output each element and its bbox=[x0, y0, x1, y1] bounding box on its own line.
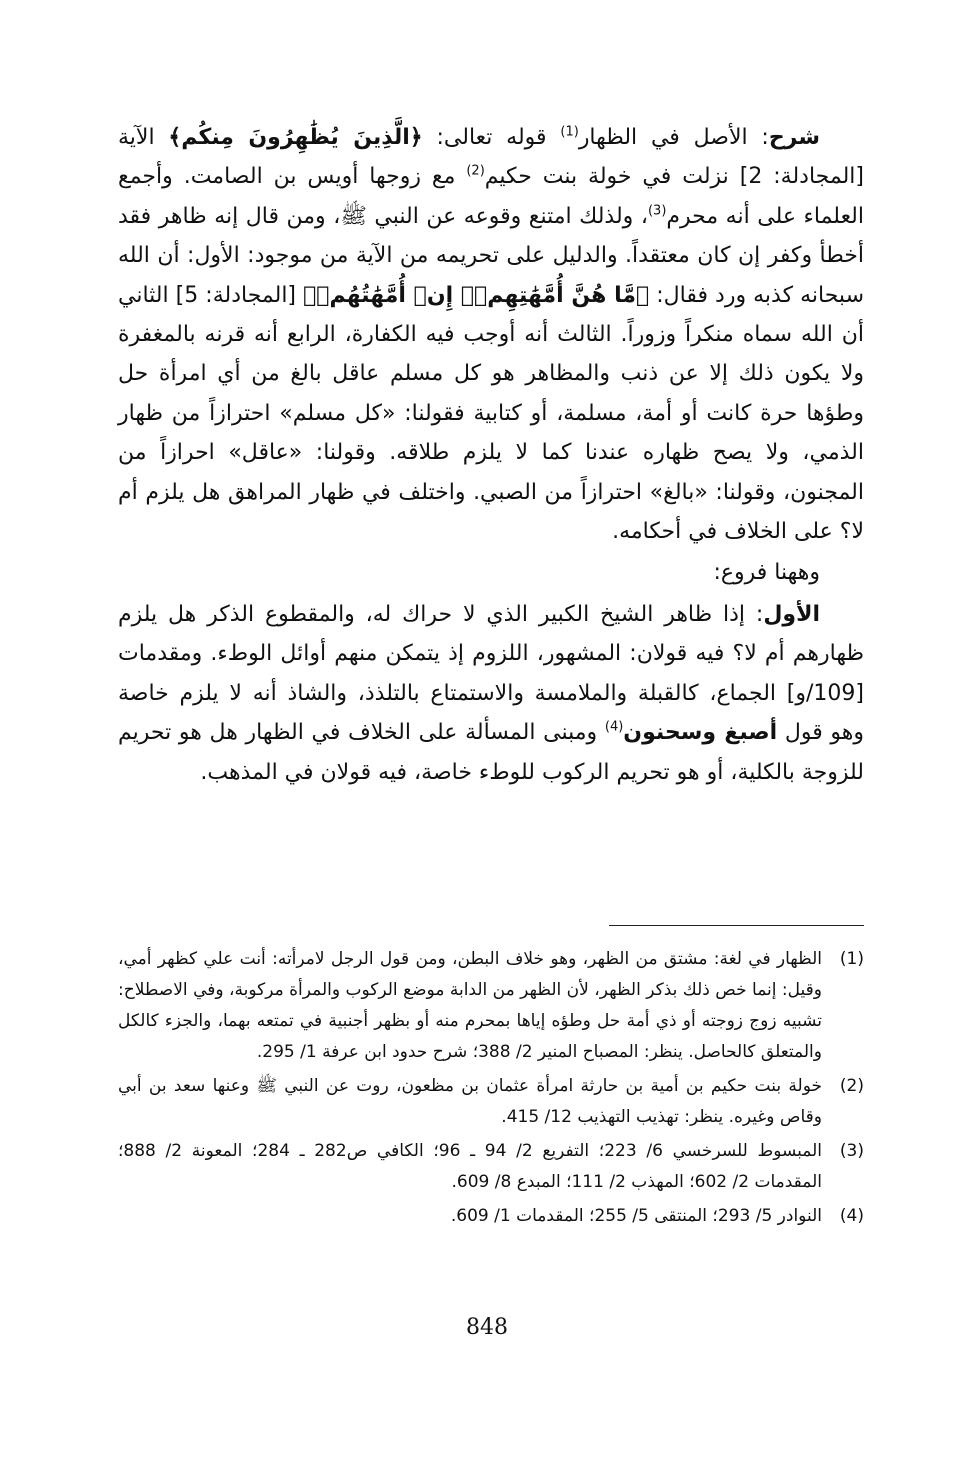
paragraph-sharh bbox=[118, 118, 864, 551]
footnote-ref-1: (1) bbox=[560, 124, 579, 140]
footnote-item bbox=[118, 1071, 864, 1133]
text-segment: ، ولذلك امتنع وقوعه عن النبي ﷺ، ومن قال إنه ظاهر فقد أخطأ وكفر إن كان معتقداً. والدليل على تحريمه من الآية من موجود: الأول: أن الله سبحانه كذبه ورد فقال: bbox=[118, 203, 865, 308]
text-segment: قوله تعالى: bbox=[422, 125, 561, 150]
text-segment: الآية [المجادلة: 2] نزلت في خولة بنت حكيم bbox=[118, 125, 864, 190]
first-branch-heading: الأول bbox=[763, 601, 820, 627]
footnote-text: خولة بنت حكيم بن أمية بن حارثة امرأة عثمان بن مظعون، روت عن النبي ﷺ وعنها سعد بن أبي وقاص وغيره. ينظر: تهذيب التهذيب 12/ 415. bbox=[118, 1076, 822, 1127]
text-segment: ومبنى المسألة على الخلاف في الظهار هل هو تحريم للزوجة بالكلية، أو هو تحريم الركوب للوطء خاصة، فيه قولان في المذهب. bbox=[118, 720, 864, 785]
footnote-text: الظهار في لغة: مشتق من الظهر، وهو خلاف البطن، ومن قول الرجل لامرأته: أنت علي كظهر أمي، وقيل: إنما خص ذلك بذكر الظهر، لأن الظهر من الدابة موضع الركوب والمرأة مركوبة، وفي الاصطلاح: تشبيه زوج زوجته أو ذي أمة حل وطؤه إياها بمحرم منه أو بظهر أجنبية في تمتعه بهما، والجزء كالكل والمتعلق كالحاصل. ينظر: المصباح المنير 2/ 388؛ شرح حدود ابن عرفة 1/ 295. bbox=[118, 949, 822, 1062]
footnote-ref-4: (4) bbox=[604, 719, 624, 735]
main-text bbox=[118, 118, 864, 792]
paragraph-first-branch bbox=[118, 595, 864, 792]
footnote-item bbox=[118, 944, 864, 1068]
footnote-ref-2: (2) bbox=[466, 164, 485, 180]
footnote-number: (1) bbox=[839, 949, 864, 969]
footnote-item bbox=[118, 1136, 864, 1198]
page-number: 848 bbox=[466, 1315, 508, 1340]
footnote-text: المبسوط للسرخسي 6/ 223؛ التفريع 2/ 94 ـ 96؛ الكافي ص282 ـ 284؛ المعونة 2/ 888؛ المقدمات 2/ 602؛ المهذب 2/ 111؛ المبدع 8/ 609. bbox=[118, 1141, 823, 1192]
subheading-branches: وههنا فروع: bbox=[713, 560, 820, 586]
text-segment: : إذا ظاهر الشيخ الكبير الذي لا حراك له، والمقطوع الذكر هل يلزم ظهارهم أم لا؟ فيه قولان: المشهور، اللزوم إذ يتمكن منهم أوائل الوطء. ومقدمات [109/و] الجماع، كالقبلة والملامسة والاستمتاع بالتلذذ، والشاذ أنه لا يلزم خاصة وهو قول bbox=[118, 601, 864, 746]
text-segment: [المجادلة: 5] الثاني أن الله سماه منكراً وزوراً. الثالث أنه أوجب فيه الكفارة، الرابع أنه قرنه بالمغفرة ولا يكون ذلك إلا عن ذنب والمظاهر هو كل مسلم عاقل بالغ من أي امرأة حل وطؤها حرة كانت أو أمة، مسلمة، أو كتابية فقولنا: «كل مسلم» احترازاً من ظهار الذمي، ولا يصح ظهاره عندنا كما لا يلزم طلاقه. وقولنا: «عاقل» احرازاً من المجنون، وقولنا: «بالغ» احترازاً من الصبي. واختلف في ظهار المراهق هل يلزم أم لا؟ على الخلاف في أحكامه. bbox=[118, 282, 864, 545]
scholar-names: أصبغ وسحنون bbox=[623, 720, 778, 746]
footnote-item bbox=[118, 1201, 864, 1232]
footnote-number: (3) bbox=[839, 1141, 864, 1161]
footnote-number: (2) bbox=[839, 1076, 864, 1096]
quran-verse: ﴿مَّا هُنَّ أُمَّهَٰتِهِمۡۖ إِنۡ أُمَّهَٰتُهُمۡ﴾ bbox=[303, 282, 650, 308]
sharh-heading: شرح bbox=[768, 125, 821, 150]
footnote-number: (4) bbox=[839, 1206, 864, 1226]
quran-verse: ﴿الَّذِينَ يُظَٰهِرُونَ مِنكُم﴾ bbox=[168, 125, 423, 150]
footnotes bbox=[118, 944, 864, 1235]
footnote-ref-3: (3) bbox=[647, 203, 667, 219]
text-segment: مع زوجها أويس بن الصامت. وأجمع العلماء على أنه محرم bbox=[118, 164, 864, 229]
text-segment: : الأصل في الظهار bbox=[578, 125, 769, 150]
footnote-divider bbox=[609, 925, 864, 926]
footnote-text: النوادر 5/ 293؛ المنتقى 5/ 255؛ المقدمات 1/ 609. bbox=[450, 1206, 822, 1226]
